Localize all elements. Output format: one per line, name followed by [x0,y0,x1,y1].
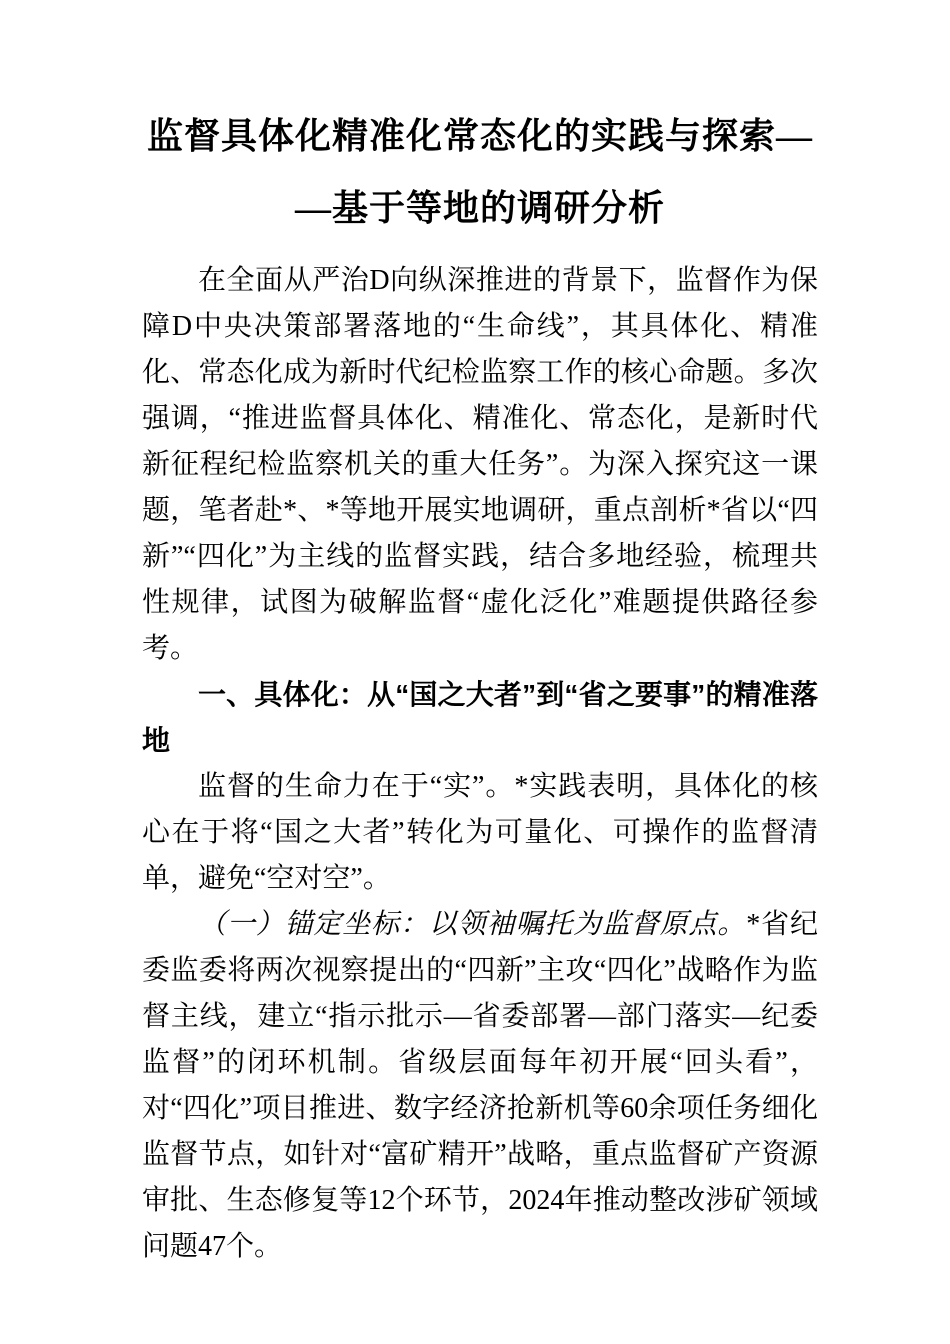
section-1-paragraph-1: 监督的生命力在于“实”。*实践表明，具体化的核心在于将“国之大者”转化为可量化、可操作的监督清单，避免“空对空”。 [142,771,818,894]
paragraph-2-body-text: *省纪委监委将两次视察提出的“四新”主攻“四化”战略作为监督主线，建立“指示批示—省委部署—部门落实—纪委监督”的闭环机制。省级层面每年初开展“回头看”，对“四化”项目推进、数字经济抢新机等60余项任务细化监督节点，如针对“富矿精开”战略，重点监督矿产资源审批、生态修复等12个环节，2024年推动整改涉矿领域问题47个。 [142,909,818,1262]
paragraph-2-lead-in: （一）锚定坐标：以领袖嘱托为监督原点。 [198,909,747,940]
title-line-1: 监督具体化精准化常态化的实践与探索— [146,116,813,156]
intro-paragraph: 在全面从严治D向纵深推进的背景下，监督作为保障D中央决策部署落地的“生命线”，其具体化、精准化、常态化成为新时代纪检监察工作的核心命题。多次强调，“推进监督具体化、精准化、常态化，是新时代新征程纪检监察机关的重大任务”。为深入探究这一课题，笔者赴*、*等地开展实地调研，重点剖析*省以“四新”“四化”为主线的监督实践，结合多地经验，梳理共性规律，试图为破解监督“虚化泛化”难题提供路径参考。 [142,265,818,664]
section-1-paragraph-2 [142,902,818,1270]
document-title [142,100,818,244]
section-1-heading: 一、具体化：从“国之大者”到“省之要事”的精准落地 [142,679,818,756]
title-line-2: —基于等地的调研分析 [294,188,665,228]
